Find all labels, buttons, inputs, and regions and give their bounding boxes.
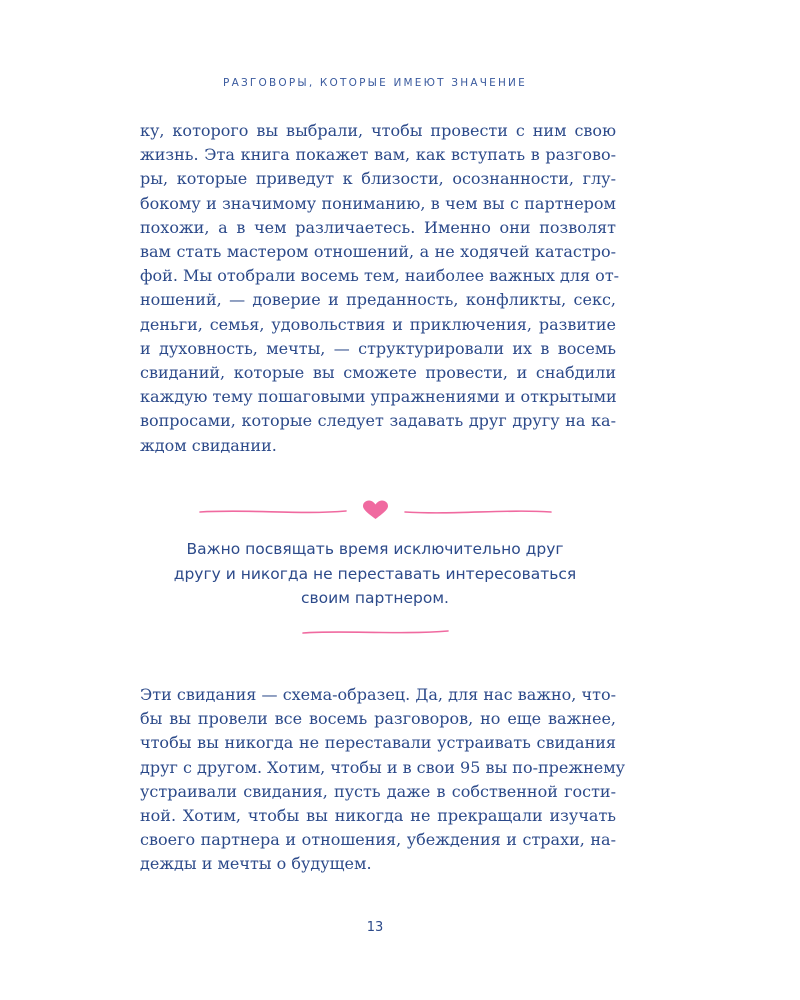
body-paragraph-2 <box>140 683 626 877</box>
text-line: ры, которые приведут к близости, осознанности, глу- <box>140 169 616 189</box>
text-line: дежды и мечты о будущем. <box>140 854 372 874</box>
text-line: свиданий, которые вы сможете провести, и снабдили <box>140 363 616 383</box>
heart-icon <box>363 501 388 520</box>
text-line: жизнь. Эта книга покажет вам, как вступать в разгово- <box>140 145 616 165</box>
text-line: бы вы провели все восемь разговоров, но еще важнее, <box>140 709 616 729</box>
text-line: вам стать мастером отношений, а не ходячей катастро- <box>140 242 616 262</box>
text-line: ной. Хотим, чтобы вы никогда не прекращали изучать <box>140 806 616 826</box>
text-line: друг с другом. Хотим, чтобы и в свои 95 вы по-прежнему <box>140 757 626 777</box>
pullquote-underline <box>0 622 800 642</box>
text-line: Эти свидания — схема-образец. Да, для нас важно, что- <box>140 685 616 704</box>
text-line: каждую тему пошаговыми упражнениями и открытыми <box>140 387 617 407</box>
pullquote <box>150 537 600 611</box>
body-paragraph-1 <box>140 119 620 458</box>
text-line: фой. Мы отобрали восемь тем, наиболее важных для от- <box>140 266 620 286</box>
divider-right-line <box>405 511 551 513</box>
running-title: РАЗГОВОРЫ, КОТОРЫЕ ИМЕЮТ ЗНАЧЕНИЕ <box>223 77 527 89</box>
pullquote-line: другу и никогда не переставать интересоваться <box>173 564 577 583</box>
text-line: и духовность, мечты, — структурировали их в восемь <box>140 338 616 358</box>
pullquote-line: своим партнером. <box>301 589 449 607</box>
text-line: своего партнера и отношения, убеждения и страхи, на- <box>140 830 616 850</box>
text-line: похожи, а в чем различаетесь. Именно они позволят <box>140 217 616 237</box>
page-number: 13 <box>366 920 384 935</box>
text-line: вопросами, которые следует задавать друг другу на ка- <box>140 411 616 431</box>
text-line: ждом свидании. <box>140 435 277 455</box>
text-line: устраивали свидания, пусть даже в собственной гости- <box>140 781 616 801</box>
pullquote-line: Важно посвящать время исключительно друг <box>186 540 564 558</box>
divider-left-line <box>200 511 346 512</box>
text-line: ношений, — доверие и преданность, конфликты, секс, <box>140 290 616 310</box>
text-line: деньги, семья, удовольствия и приключения, развитие <box>140 314 616 334</box>
text-line: ку, которого вы выбрали, чтобы провести с ним свою <box>140 121 616 140</box>
heart-divider <box>0 495 800 535</box>
text-line: чтобы вы никогда не переставали устраивать свидания <box>140 733 616 753</box>
text-line: бокому и значимому пониманию, в чем вы с партнером <box>140 193 616 213</box>
